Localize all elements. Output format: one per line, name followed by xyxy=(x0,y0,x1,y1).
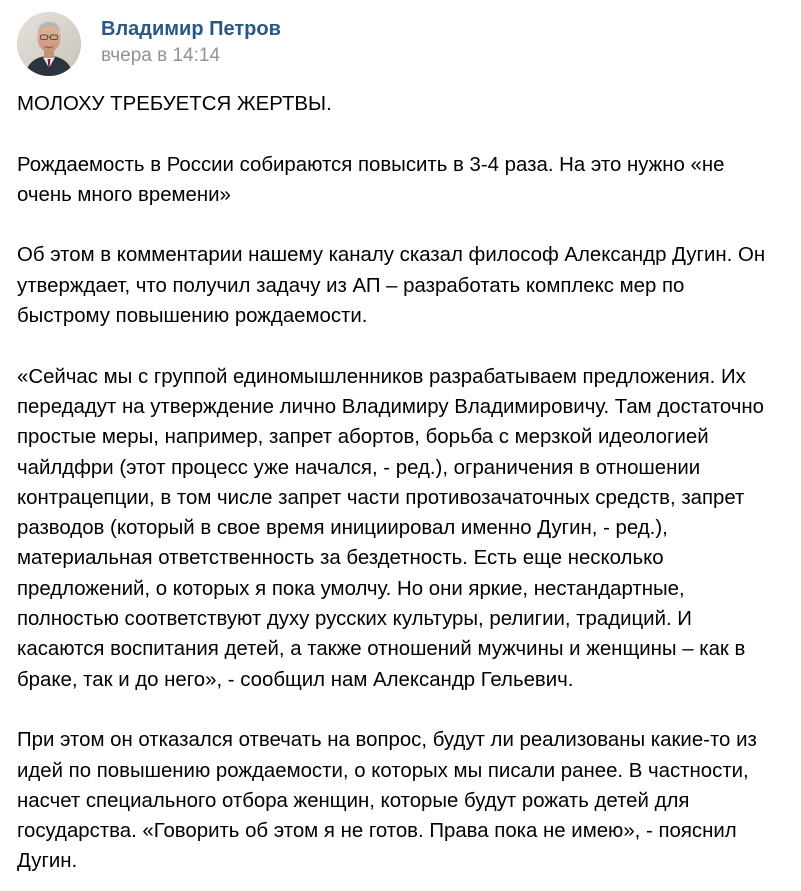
post-text-line: утверждает, что получил задачу из АП – разработать комплекс мер по xyxy=(17,274,685,297)
post-paragraph xyxy=(17,240,789,331)
post-text-line: касаются воспитания детей, а также отношений мужчины и женщины – как в xyxy=(17,638,746,661)
paragraph-gap xyxy=(17,210,789,240)
post-paragraph xyxy=(17,89,789,119)
post-text-line: чайлдфри (этот процесс уже начался, - ред.), ограничения в отношении xyxy=(17,456,701,479)
post-text-line: браке, так и до него», - сообщил нам Александр Гельевич. xyxy=(17,668,574,691)
post-text-line: Дугин. xyxy=(17,850,78,873)
post-timestamp[interactable]: вчера в 14:14 xyxy=(101,45,221,66)
post-text-line: идей по повышению рождаемости, о которых мы писали ранее. В частности, xyxy=(17,759,749,782)
paragraph-gap xyxy=(17,695,789,725)
post-header xyxy=(17,12,281,76)
paragraph-gap xyxy=(17,119,789,149)
post-text-line: материальная ответственность за бездетность. Есть еще несколько xyxy=(17,547,664,570)
author-name-link[interactable]: Владимир Петров xyxy=(101,18,281,40)
post-text-line: Рождаемость в России собираются повысить в 3-4 раза. На это нужно «не xyxy=(17,153,725,176)
post-text xyxy=(17,89,789,877)
post-text-line: МОЛОХУ ТРЕБУЕТСЯ ЖЕРТВЫ. xyxy=(17,93,332,115)
post-text-line: Об этом в комментарии нашему каналу сказал философ Александр Дугин. Он xyxy=(17,244,766,267)
post-text-line: передадут на утверждение лично Владимиру Владимировичу. Там достаточно xyxy=(17,395,765,418)
post-text-line: полностью соответствуют духу русских культуры, религии, традиций. И xyxy=(17,608,692,631)
post-text-line: государства. «Говорить об этом я не готов. Права пока не имею», - пояснил xyxy=(17,820,737,843)
post-text-line: предложений, о которых я пока умолчу. Но они яркие, нестандартные, xyxy=(17,577,685,600)
post-text-line: быстрому повышению рождаемости. xyxy=(17,305,368,328)
post-text-line: разводов (который в свое время инициировал именно Дугин, - ред.), xyxy=(17,517,668,540)
post-text-line: «Сейчас мы с группой единомышленников разрабатываем предложения. Их xyxy=(17,365,746,388)
paragraph-gap xyxy=(17,331,789,361)
person-portrait-icon xyxy=(17,12,81,76)
author-avatar[interactable] xyxy=(17,12,81,76)
author-info xyxy=(101,12,281,68)
post-text-line: очень много времени» xyxy=(17,183,231,206)
post-paragraph xyxy=(17,725,789,876)
post-paragraph xyxy=(17,362,789,695)
post-text-line: простые меры, например, запрет абортов, борьба с мерзкой идеологией xyxy=(17,426,709,449)
post-paragraph xyxy=(17,150,789,211)
post-text-line: При этом он отказался отвечать на вопрос, будут ли реализованы какие-то из xyxy=(17,729,757,752)
post-text-line: контрацепции, в том числе запрет части противозачаточных средств, запрет xyxy=(17,486,745,509)
post-text-line: насчет специального отбора женщин, которые будут рожать детей для xyxy=(17,789,690,812)
